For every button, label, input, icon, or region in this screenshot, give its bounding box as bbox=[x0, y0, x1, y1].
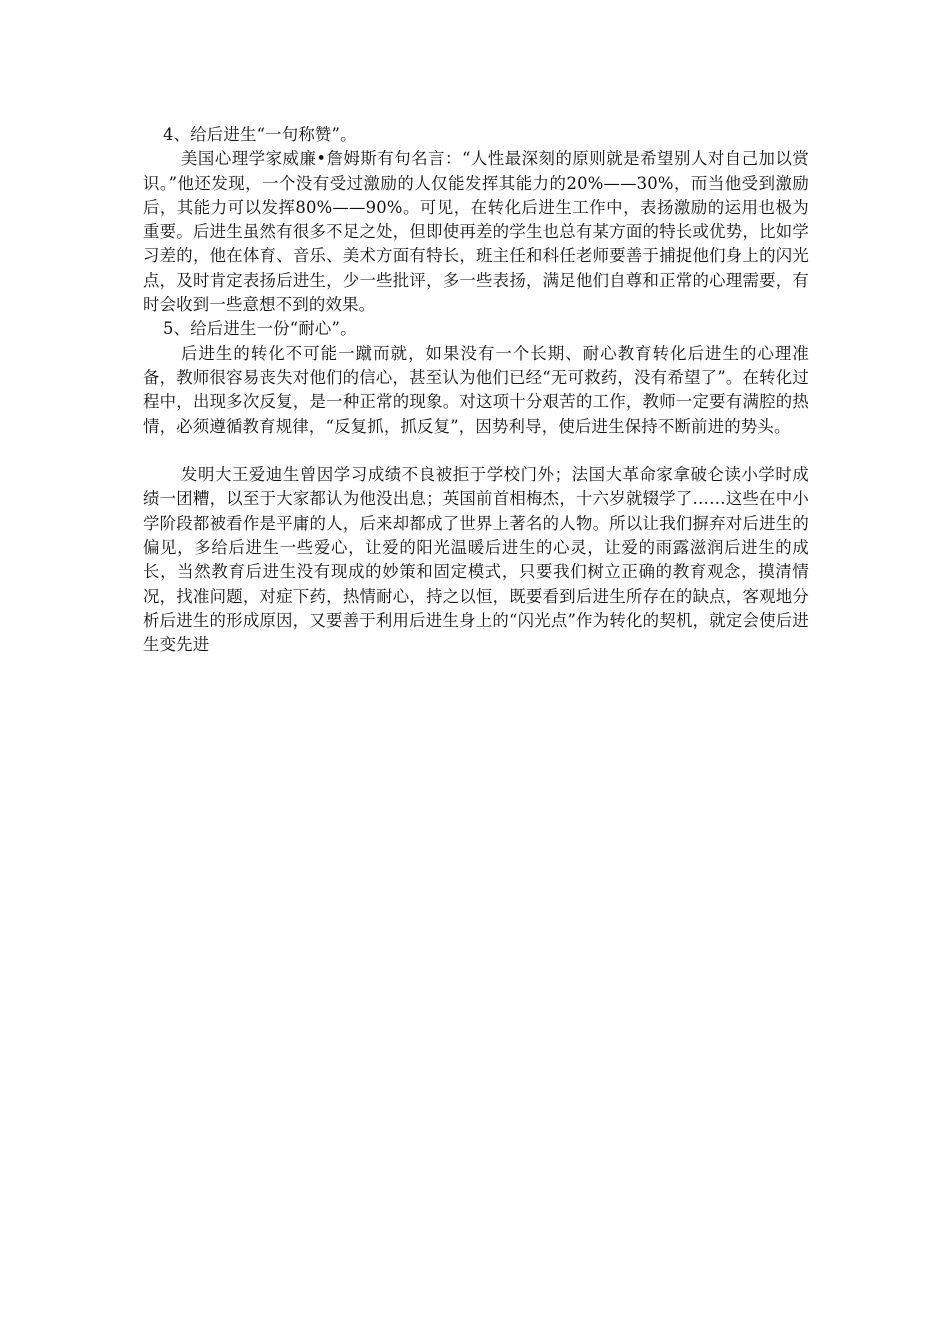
document-body bbox=[143, 123, 809, 658]
paragraph-spacer bbox=[143, 439, 809, 463]
conclusion-paragraph: 发明大王爱迪生曾因学习成绩不良被拒于学校门外；法国大革命家拿破仑读小学时成绩一团糟，以至于大家都认为他没出息；英国前首相梅杰，十六岁就辍学了……这些在中小学阶段都被看作是平庸的人，后来却都成了世界上著名的人物。所以让我们摒弃对后进生的偏见，多给后进生一些爱心，让爱的阳光温暖后进生的心灵，让爱的雨露滋润后进生的成长，当然教育后进生没有现成的妙策和固定模式，只要我们树立正确的教育观念，摸清情况，找准问题，对症下药，热情耐心，持之以恒，既要看到后进生所存在的缺点，客观地分析后进生的形成原因，又要善于利用后进生身上的“闪光点”作为转化的契机，就定会使后进生变先进 bbox=[143, 465, 809, 655]
section-5-heading: 5、给后进生一份“耐心”。 bbox=[163, 319, 357, 339]
section-5-paragraph: 后进生的转化不可能一蹴而就，如果没有一个长期、耐心教育转化后进生的心理准备，教师很容易丧失对他们的信心，甚至认为他们已经“无可救药，没有希望了”。在转化过程中，出现多次反复，是一种正常的现象。对这项十分艰苦的工作，教师一定要有满腔的热情，必须遵循教育规律，“反复抓，抓反复”，因势利导，使后进生保持不断前进的势头。 bbox=[143, 343, 809, 436]
section-4-paragraph: 美国心理学家威廉•詹姆斯有句名言：“人性最深刻的原则就是希望别人对自己加以赏识。”他还发现，一个没有受过激励的人仅能发挥其能力的20%——30%，而当他受到激励后，其能力可以发挥80%——90%。可见，在转化后进生工作中，表扬激励的运用也极为重要。后进生虽然有很多不足之处，但即使再差的学生也总有某方面的特长或优势，比如学习差的，他在体育、音乐、美术方面有特长，班主任和科任老师要善于捕捉他们身上的闪光点，及时肯定表扬后进生，少一些批评，多一些表扬，满足他们自尊和正常的心理需要，有时会收到一些意想不到的效果。 bbox=[143, 149, 809, 315]
section-4-heading: 4、给后进生“一句称赞”。 bbox=[163, 125, 357, 144]
